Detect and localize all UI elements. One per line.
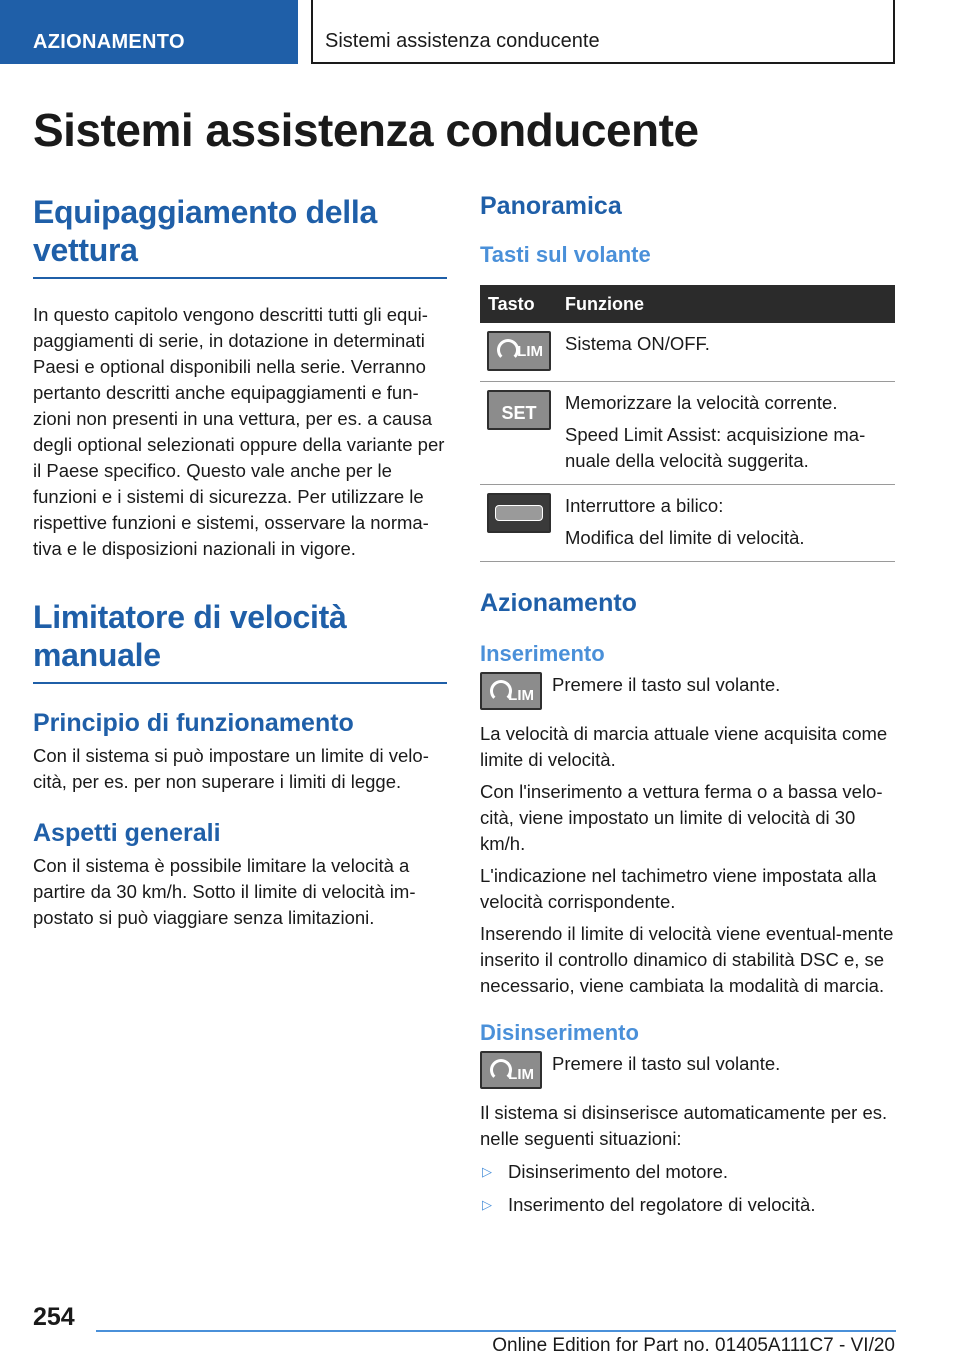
lim-label: LIM <box>508 687 534 704</box>
overview-heading: Panoramica <box>480 192 622 220</box>
deactivation-instruction: Premere il tasto sul volante. <box>552 1053 781 1074</box>
function-text: Memorizzare la velocità corrente. <box>565 392 838 413</box>
principle-heading: Principio di funzionamento <box>33 709 354 737</box>
list-item <box>480 1192 895 1218</box>
function-text: Sistema ON/OFF. <box>565 333 710 354</box>
principle-text: Con il sistema si può impostare un limite di velo-cità, per es. per non superare i limiti di legge. <box>33 745 429 792</box>
deactivation-heading: Disinserimento <box>480 1020 639 1045</box>
chapter-title: Sistemi assistenza conducente <box>311 0 895 64</box>
edition-footer: Online Edition for Part no. 01405A111C7 - VI/20 <box>492 1335 895 1356</box>
activation-heading: Inserimento <box>480 641 605 666</box>
activation-paragraph: L'indicazione nel tachimetro viene impostata alla velocità corrispondente. <box>480 865 877 912</box>
col-key-header: Tasto <box>480 285 557 323</box>
function-text: Interruttore a bilico: <box>565 495 724 516</box>
lim-label: LIM <box>508 1066 534 1083</box>
col-function-header: Funzione <box>557 285 895 323</box>
lim-button-icon <box>487 331 551 371</box>
table-row <box>480 382 895 485</box>
deactivation-instruction-row <box>480 1051 895 1089</box>
general-heading: Aspetti generali <box>33 819 221 847</box>
general-text: Con il sistema è possibile limitare la velocità a partire da 30 km/h. Sotto il limite di velocità im-postato si può viaggiare senza limitazioni. <box>33 855 416 928</box>
deactivation-text: Il sistema si disinserisce automaticamente per es. nelle seguenti situazioni: <box>480 1102 888 1149</box>
activation-paragraph: Con l'inserimento a vettura ferma o a bassa velo-cità, viene impostato un limite di velocità di 30 km/h. <box>480 781 883 854</box>
activation-paragraph: Inserendo il limite di velocità viene eventual-mente inserito il controllo dinamico di stabilità DSC e, se necessario, viene cambiata la modalità di marcia. <box>480 923 894 996</box>
table-row <box>480 485 895 562</box>
table-row <box>480 323 895 382</box>
activation-instruction: Premere il tasto sul volante. <box>552 674 781 695</box>
equipment-heading: Equipaggiamento della vettura <box>33 193 447 279</box>
lim-label: LIM <box>517 343 543 360</box>
page-title: Sistemi assistenza conducente <box>33 104 699 156</box>
equipment-text: In questo capitolo vengono descritti tutti gli equi-paggiamenti di serie, in dotazione in determinati Paesi e optional disponibili nella serie. Verranno pertanto descritti anche equipaggiamenti e fun-zioni non presenti in una vettura, per es. a causa degli optional selezionati oppure della variante per il Paese specifico. Questo vale anche per le funzioni e i sistemi di sicurezza. Per utilizzare le rispettive funzioni e sistemi, osservare la norma-tiva e le disposizioni nazionali in vigore. <box>33 304 445 559</box>
section-tab: AZIONAMENTO <box>0 0 298 64</box>
triangle-bullet-icon: ▷ <box>482 1164 492 1179</box>
left-column <box>33 193 447 931</box>
triangle-bullet-icon: ▷ <box>482 1197 492 1212</box>
function-text: Modifica del limite di velocità. <box>565 527 805 548</box>
lim-button-icon <box>480 672 542 710</box>
activation-paragraph: La velocità di marcia attuale viene acquisita come limite di velocità. <box>480 723 888 770</box>
page-number: 254 <box>33 1303 75 1331</box>
set-button-icon <box>487 390 551 430</box>
list-item-text: Inserimento del regolatore di velocità. <box>508 1194 816 1215</box>
right-column <box>480 191 895 1218</box>
speed-limiter-heading: Limitatore di velocità manuale <box>33 598 447 684</box>
lim-button-icon <box>480 1051 542 1089</box>
keys-heading: Tasti sul volante <box>480 242 651 267</box>
operation-heading: Azionamento <box>480 589 637 617</box>
keys-table <box>480 285 895 562</box>
function-text: Speed Limit Assist: acquisizione ma-nuale della velocità suggerita. <box>565 424 866 471</box>
activation-instruction-row <box>480 672 895 710</box>
list-item <box>480 1159 895 1185</box>
rocker-switch-icon <box>487 493 551 533</box>
footer-divider <box>96 1330 896 1332</box>
set-label: SET <box>501 403 537 423</box>
list-item-text: Disinserimento del motore. <box>508 1161 729 1182</box>
